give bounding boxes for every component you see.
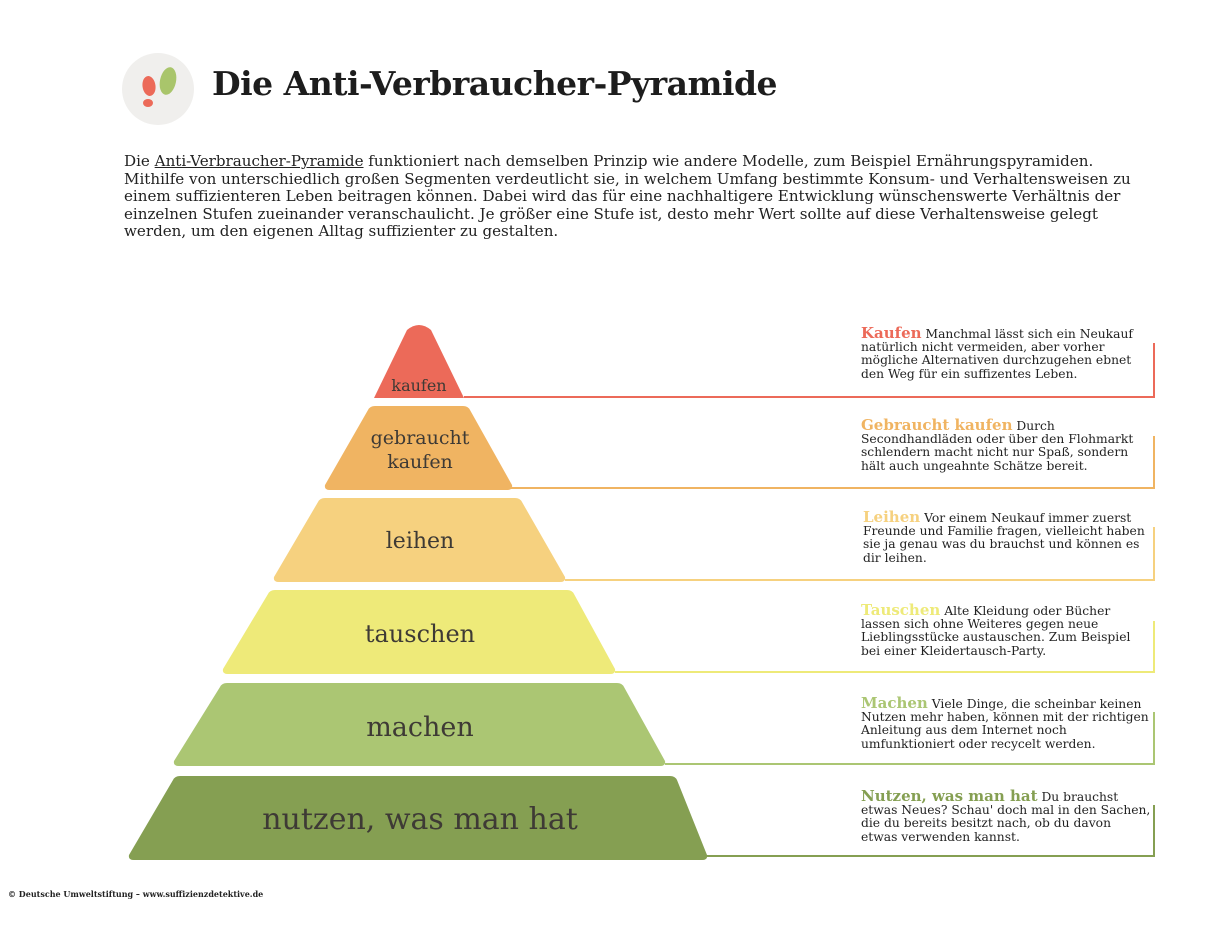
pyramid-level-1-label: gebraucht kaufen [370, 427, 470, 473]
connector-line-3 [615, 671, 1155, 673]
connector-bar-2 [1153, 527, 1155, 581]
intro-before: Die [124, 152, 155, 170]
description-2-text: Vor einem Neukauf immer zuerst Freunde und Familie fragen, vielleicht haben sie ja genau was du brauchst und können es dir leihen. [863, 511, 1145, 565]
description-5-heading: Nutzen, was man hat [861, 787, 1038, 805]
description-1-text: Durch Secondhandläden oder über den Flohmarkt schlendern macht nicht nur Spaß, sondern hält auch ungeahnte Schätze bereit. [861, 419, 1134, 473]
description-4-heading: Machen [861, 694, 928, 712]
connector-line-0 [464, 396, 1155, 398]
pyramid-level-3-label: tauschen [364, 620, 476, 648]
footer-credit: © Deutsche Umweltstiftung – www.suffizienzdetektive.de [8, 889, 264, 899]
connector-bar-1 [1153, 436, 1155, 489]
description-5-text: Du brauchst etwas Neues? Schau' doch mal in den Sachen, die du bereits besitzt nach, ob du davon etwas verwenden kannst. [861, 790, 1151, 844]
description-2 [863, 508, 1151, 565]
description-1-heading: Gebraucht kaufen [861, 416, 1013, 434]
pyramid-level-4-label: machen [366, 711, 474, 743]
pyramid-level-0-label: kaufen [391, 375, 447, 395]
description-0-heading: Kaufen [861, 324, 922, 342]
page-title: Die Anti-Verbraucher-Pyramide [212, 64, 778, 103]
connector-bar-3 [1153, 621, 1155, 673]
description-4-text: Viele Dinge, die scheinbar keinen Nutzen mehr haben, können mit der richtigen Anleitung aus dem Internet noch umfunktioniert oder recycelt werden. [861, 697, 1149, 751]
intro-term: Anti-Verbraucher-Pyramide [154, 152, 364, 170]
connector-line-1 [510, 487, 1155, 489]
connector-bar-0 [1153, 343, 1155, 398]
connector-line-4 [665, 763, 1155, 765]
description-5 [861, 787, 1151, 844]
description-3-heading: Tauschen [861, 601, 941, 619]
intro-after: funktioniert nach demselben Prinzip wie andere Modelle, zum Beispiel Ernährungspyramiden. Mithilfe von unterschiedlich großen Segmenten verdeutlicht sie, in welchem Umfang bestimmte Konsum- und Verhaltensweisen zu einem suffizienteren Leben beitragen können. Dabei wird das für eine nachhaltigere Entwicklung wünschenswerte Verhältnis der einzelnen Stufen zueinander veranschaulicht. Je größer eine Stufe ist, desto mehr Wert sollte auf diese Verhaltensweise gelegt werden, um den eigenen Alltag suffizienter zu gestalten. [124, 152, 1131, 241]
description-4 [861, 694, 1151, 751]
description-3 [861, 601, 1151, 658]
connector-line-2 [565, 579, 1155, 581]
description-2-heading: Leihen [863, 508, 921, 526]
description-3-text: Alte Kleidung oder Bücher lassen sich ohne Weiteres gegen neue Lieblingsstücke austauschen. Zum Beispiel bei einer Kleidertausch-Party. [861, 604, 1131, 658]
connector-bar-4 [1153, 712, 1155, 765]
connector-line-5 [705, 855, 1155, 857]
pyramid-level-5-label: nutzen, was man hat [262, 801, 578, 837]
pyramid-level-2-label: leihen [385, 528, 455, 554]
connector-bar-5 [1153, 805, 1155, 857]
description-1 [861, 416, 1151, 473]
description-0 [861, 324, 1151, 381]
description-0-text: Manchmal lässt sich ein Neukauf natürlich nicht vermeiden, aber vorher mögliche Alternativen durchzugehen ebnet den Weg für ein suffizentes Leben. [861, 327, 1133, 381]
